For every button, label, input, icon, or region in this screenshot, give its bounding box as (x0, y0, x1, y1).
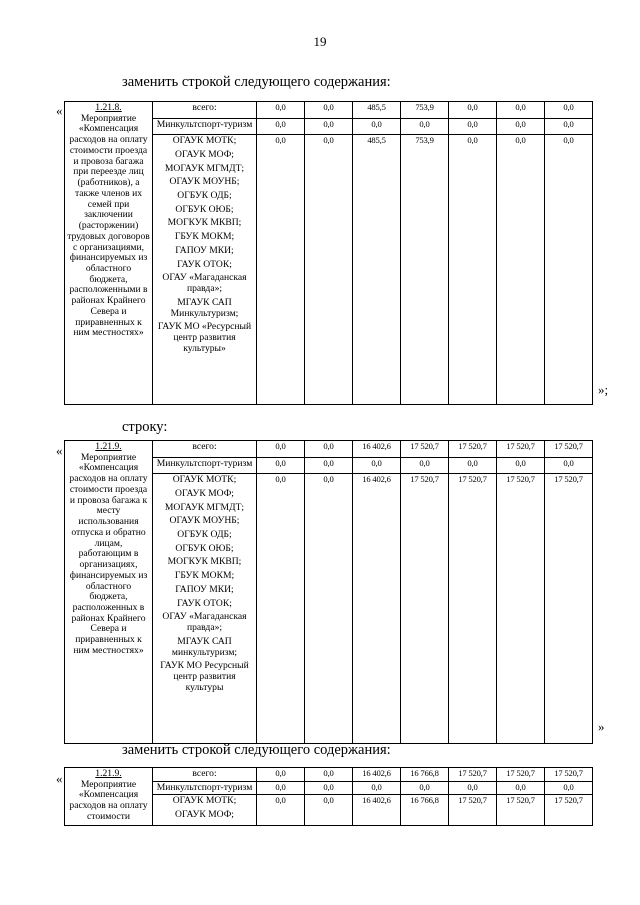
executor: МОГКУК МКВП; (167, 217, 242, 229)
measure-cell (65, 768, 153, 826)
value-cell: 0,0 (545, 457, 593, 474)
value-cell: 0,0 (497, 457, 545, 474)
open-quote: « (56, 443, 63, 458)
value-cell: 0,0 (353, 457, 401, 474)
value-cell: 16 402,6 (353, 795, 401, 825)
value-cell: 17 520,7 (449, 795, 497, 825)
value-cell: 0,0 (545, 135, 593, 405)
row-label: Минкультспорт-туризм (153, 781, 257, 795)
executors-cell (153, 135, 257, 405)
close-quote: » (598, 719, 605, 734)
executor: МОГАУК МГМДТ; (164, 501, 245, 513)
value-cell: 0,0 (353, 118, 401, 135)
executor: ОГБУК ОЮБ; (175, 203, 234, 215)
measure-description: Мероприятие «Компенсация расходов на оплату стоимости проезда и провоза багажа к месту использования отпуска и обратно лицам, работающим в организациях, финансируемых из областного бюджета, расположенных в районах Крайнего Севера и приравненных к ним местностях» (69, 451, 148, 656)
value-cell: 0,0 (257, 457, 305, 474)
executor: ОГАУ «Магаданская правда»; (162, 611, 247, 634)
value-cell: 753,9 (401, 135, 449, 405)
value-cell: 485,5 (353, 102, 401, 119)
value-cell: 17 520,7 (497, 441, 545, 458)
executor: ГАУК МО «Ресурсный центр развития культуры» (157, 321, 252, 354)
row-label: всего: (153, 768, 257, 782)
executor: ГБУК МОКМ; (174, 570, 235, 582)
value-cell: 17 520,7 (449, 441, 497, 458)
value-cell: 0,0 (257, 474, 305, 744)
executor: ОГБУК ОДБ; (177, 528, 232, 540)
value-cell: 0,0 (545, 118, 593, 135)
executor: ГАПОУ МКИ; (175, 244, 234, 256)
value-cell: 0,0 (449, 135, 497, 405)
value-cell: 0,0 (305, 781, 353, 795)
value-cell: 0,0 (305, 768, 353, 782)
executor: ОГАУК МОФ; (175, 148, 234, 160)
value-cell: 0,0 (449, 118, 497, 135)
row-heading: строку: (122, 419, 168, 435)
executor: ОГАУК МОТК; (172, 795, 237, 807)
value-cell: 0,0 (257, 768, 305, 782)
value-cell: 17 520,7 (545, 795, 593, 825)
measure-description: Мероприятие «Компенсация расходов на оплату стоимости (69, 778, 148, 822)
value-cell: 0,0 (305, 118, 353, 135)
value-cell: 17 520,7 (545, 768, 593, 782)
value-cell: 0,0 (449, 781, 497, 795)
value-cell: 0,0 (305, 102, 353, 119)
executor: ГАУК ОТОК; (177, 597, 232, 609)
value-cell: 0,0 (497, 102, 545, 119)
executor: ОГАУК МОФ; (175, 809, 234, 821)
value-cell: 0,0 (305, 795, 353, 825)
executor: ГАУК МО Ресурсный центр развития культуры (160, 660, 249, 693)
value-cell: 0,0 (401, 457, 449, 474)
replace-heading: заменить строкой следующего содержания: (122, 74, 391, 90)
value-cell: 0,0 (305, 441, 353, 458)
value-cell: 0,0 (401, 781, 449, 795)
value-cell: 0,0 (497, 781, 545, 795)
open-quote: « (56, 771, 63, 786)
executor: ОГБУК ОДБ; (177, 189, 232, 201)
executor: МОГКУК МКВП; (167, 556, 242, 568)
value-cell: 16 402,6 (353, 768, 401, 782)
value-cell: 0,0 (257, 441, 305, 458)
budget-table-1-21-9-new (64, 767, 593, 826)
value-cell: 16 402,6 (353, 441, 401, 458)
value-cell: 17 520,7 (401, 474, 449, 744)
value-cell: 0,0 (257, 102, 305, 119)
row-label: всего: (153, 441, 257, 458)
value-cell: 0,0 (257, 118, 305, 135)
value-cell: 753,9 (401, 102, 449, 119)
table-row (65, 441, 593, 458)
executors-cell (153, 474, 257, 744)
value-cell: 0,0 (257, 135, 305, 405)
measure-id: 1.21.9. (95, 768, 122, 779)
value-cell: 17 520,7 (545, 474, 593, 744)
executor: МГАУК САП Минкультуризм; (170, 296, 239, 319)
budget-table-1-21-9-old (64, 440, 593, 744)
value-cell: 17 520,7 (545, 441, 593, 458)
executor: ОГАУК МОУНБ; (169, 515, 240, 527)
value-cell: 0,0 (449, 102, 497, 119)
value-cell: 485,5 (353, 135, 401, 405)
measure-id: 1.21.9. (95, 441, 122, 452)
value-cell: 17 520,7 (449, 768, 497, 782)
executor: ГБУК МОКМ; (174, 231, 235, 243)
value-cell: 16 402,6 (353, 474, 401, 744)
measure-description: Мероприятие «Компенсация расходов на оплату стоимости проезда и провоза багажа при переезде лиц (работников), а также членов их семей при заключении (расторжении) трудовых договоров с организациями, финансируемых из областного бюджета, расположенными в районах Крайнего Севера и приравненных к ним местностях» (67, 112, 150, 339)
row-label: всего: (153, 102, 257, 119)
value-cell: 17 520,7 (401, 441, 449, 458)
value-cell: 0,0 (305, 474, 353, 744)
measure-id: 1.21.8. (95, 102, 122, 113)
executor: МГАУК САП минкультуризм; (171, 635, 238, 658)
value-cell: 0,0 (497, 118, 545, 135)
row-label: Минкультспорт-туризм (153, 457, 257, 474)
measure-cell (65, 441, 153, 744)
value-cell: 0,0 (545, 102, 593, 119)
value-cell: 0,0 (305, 135, 353, 405)
open-quote: « (56, 103, 63, 118)
value-cell: 0,0 (545, 781, 593, 795)
value-cell: 0,0 (353, 781, 401, 795)
executor: МОГАУК МГМДТ; (164, 162, 245, 174)
executor: ОГАУК МОТК; (172, 135, 237, 147)
executor: ОГАУК МОФ; (175, 487, 234, 499)
value-cell: 17 520,7 (449, 474, 497, 744)
executor: ОГАУК МОУНБ; (169, 176, 240, 188)
table-row (65, 102, 593, 119)
budget-table-1-21-8 (64, 101, 593, 405)
value-cell: 0,0 (497, 135, 545, 405)
value-cell: 0,0 (257, 781, 305, 795)
value-cell: 0,0 (305, 457, 353, 474)
value-cell: 17 520,7 (497, 474, 545, 744)
measure-cell (65, 102, 153, 405)
executors-cell (153, 795, 257, 825)
value-cell: 0,0 (401, 118, 449, 135)
page-number: 19 (313, 34, 327, 49)
value-cell: 17 520,7 (497, 795, 545, 825)
executor: ГАПОУ МКИ; (175, 583, 234, 595)
value-cell: 16 766,8 (401, 795, 449, 825)
value-cell: 0,0 (449, 457, 497, 474)
value-cell: 0,0 (257, 795, 305, 825)
value-cell: 17 520,7 (497, 768, 545, 782)
row-label: Минкультспорт-туризм (153, 118, 257, 135)
executor: ОГБУК ОЮБ; (175, 542, 234, 554)
replace-heading: заменить строкой следующего содержания: (122, 742, 391, 758)
close-quote: »; (598, 382, 609, 397)
executor: ОГАУК МОТК; (172, 474, 237, 486)
executor: ГАУК ОТОК; (177, 258, 232, 270)
table-row (65, 768, 593, 782)
value-cell: 16 766,8 (401, 768, 449, 782)
executor: ОГАУ «Магаданская правда»; (162, 272, 247, 295)
